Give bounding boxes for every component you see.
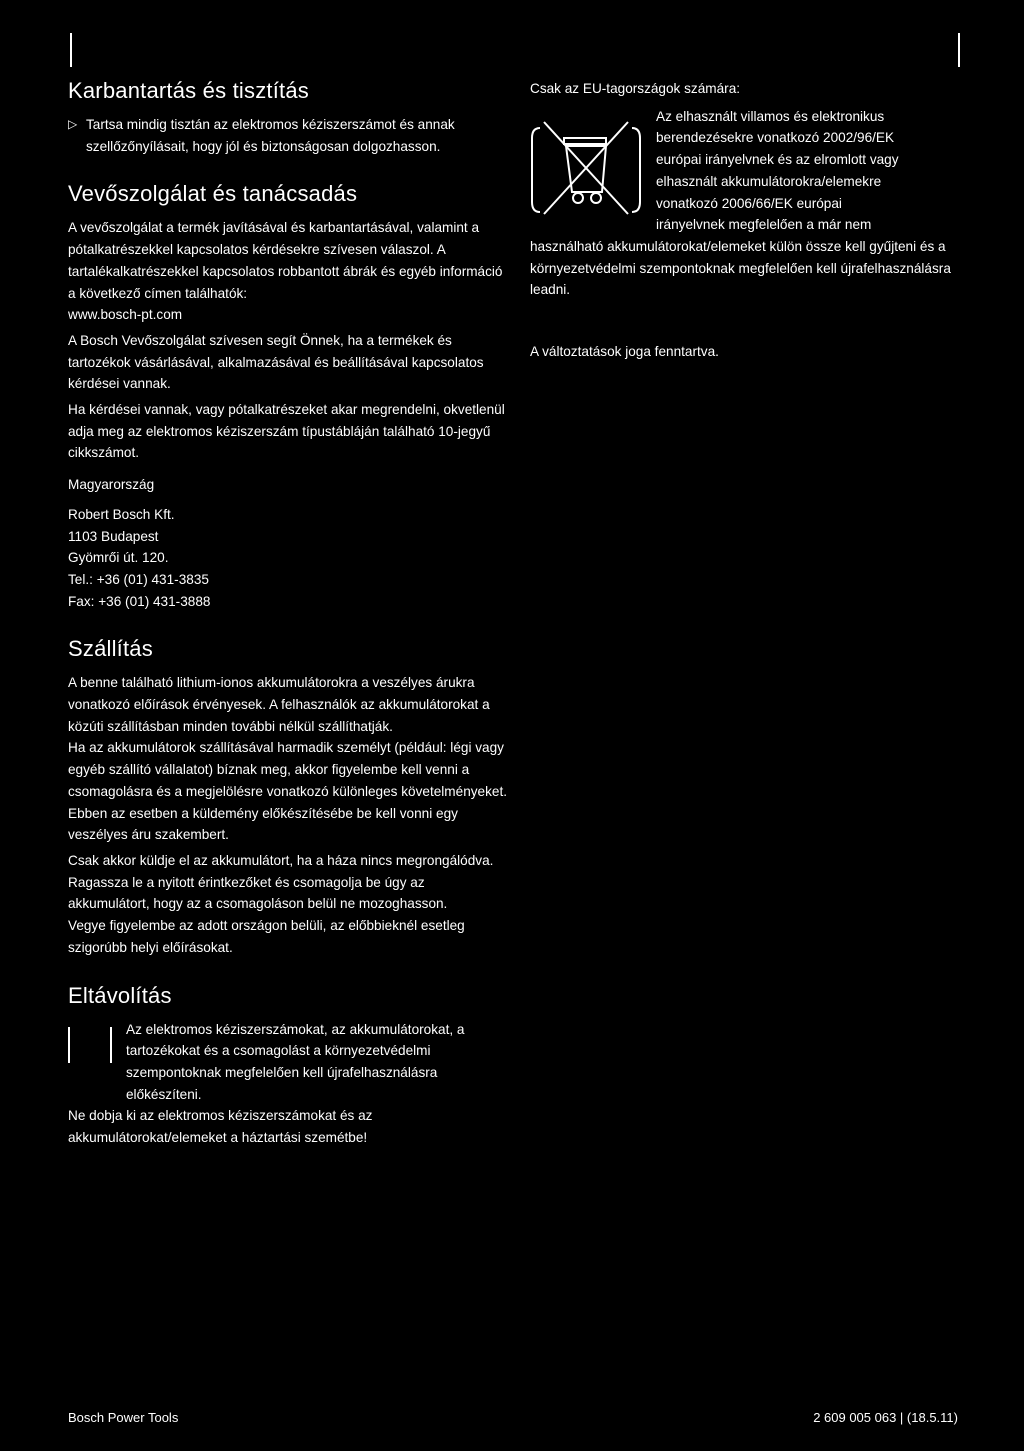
address-fax: Fax: +36 (01) 431-3888 <box>68 593 211 609</box>
disposal-paragraph-2: Ne dobja ki az elektromos kéziszerszámokat és az akkumulátorokat/elemeket a háztartási szemétbe! <box>68 1108 373 1146</box>
address-company: Robert Bosch Kft. <box>68 506 175 522</box>
maintenance-title: Karbantartás és tisztítás <box>68 78 309 103</box>
address-city: 1103 Budapest <box>68 528 159 544</box>
left-column <box>68 78 508 1153</box>
service-paragraph-2: A Bosch Vevőszolgálat szívesen segít Önnek, ha a termékek és tartozékok vásárlásával, alkalmazásával és beállításával kapcsolatos kérdései vannak. <box>68 332 484 392</box>
service-title: Vevőszolgálat és tanácsadás <box>68 181 358 207</box>
footer-right: 2 609 005 063 | (18.5.11) <box>813 1410 958 1425</box>
transport-paragraph-3: Csak akkor küldje el az akkumulátort, ha a háza nincs megrongálódva. Ragassza le a nyitott érintkezőket és csomagolja be úgy az akkumulátort, hogy az a csomagoláson belül ne mozoghasson. <box>68 852 494 912</box>
service-address <box>68 474 508 612</box>
crossed-out-wheelie-bin-icon <box>530 114 642 222</box>
address-street: Gyömrői út. 120. <box>68 550 169 566</box>
crop-mark-right <box>958 33 960 67</box>
maintenance-bullet-text: Tartsa mindig tisztán az elektromos kéziszerszámot és annak szellőzőnyílásait, hogy jól és biztonságosan dolgozhasson. <box>86 117 455 154</box>
eu-line-6: irányelvnek megfelelően a már nem <box>656 217 872 233</box>
footer-left: Bosch Power Tools <box>68 1410 179 1425</box>
disposal-paragraph-1: Az elektromos kéziszerszámokat, az akkumulátorokat, a tartozékokat és a csomagolást a környezetvédelmi szempontoknak megfelelően kell újrafelhasználásra előkészíteni. <box>126 1021 465 1102</box>
disposal-block <box>68 1019 508 1106</box>
reserved-rights: A változtatások joga fenntartva. <box>530 344 719 360</box>
address-country: Magyarország <box>68 477 155 493</box>
service-paragraph-1: A vevőszolgálat a termék javításával és karbantartásával, valamint a pótalkatrészekkel kapcsolatos kérdésekre szívesen válaszol. A tartalékalkatrészekkel kapcsolatos robbantott ábrák és egyéb információ a következő címen találhatók: <box>68 220 503 301</box>
maintenance-bullet <box>68 114 508 157</box>
right-column <box>530 78 960 376</box>
transport-paragraph-1: A benne található lithium-ionos akkumulátorokra a veszélyes árukra vonatkozó előírások érvényesek. A felhasználók az akkumulátorokat a közúti szállításban minden további nélkül szállíthatják. <box>68 675 490 734</box>
eu-line-3: európai irányelvnek és az elromlott vagy <box>656 152 899 168</box>
eu-text-tail: használható akkumulátorokat/elemeket külön össze kell gyűjteni és a környezetvédelmi szempontoknak megfelelően kell újrafelhasználásra leadni. <box>530 238 951 298</box>
transport-paragraph-2: Ha az akkumulátorok szállításával harmadik személyt (például: légi vagy egyéb szállító vállalatot) bíznak meg, akkor figyelembe kell venni a csomagolásra és a megjelölésre vonatkozó különleges követelményeket. Ebben az esetben a küldemény előkészítésébe be kell vonni egy veszélyes áru szakembert. <box>68 740 508 843</box>
eu-line-5: vonatkozó 2006/66/EK európai <box>656 195 842 211</box>
eu-block <box>530 106 960 301</box>
service-paragraph-3: Ha kérdései vannak, vagy pótalkatrészeket akar megrendelni, okvetlenül adja meg az elektromos kéziszerszám típustábláján található 10-jegyű cikkszámot. <box>68 402 505 461</box>
triangle-bullet-icon: ▷ <box>68 117 78 131</box>
crop-mark-left <box>70 33 72 67</box>
eu-line-2: berendezésekre vonatkozó 2002/96/EK <box>656 130 895 146</box>
eu-title: Csak az EU-tagországok számára: <box>530 81 741 96</box>
address-tel: Tel.: +36 (01) 431-3835 <box>68 571 209 587</box>
service-url: www.bosch-pt.com <box>68 307 183 323</box>
transport-title: Szállítás <box>68 636 153 662</box>
disposal-title: Eltávolítás <box>68 982 172 1008</box>
eu-line-1: Az elhasznált villamos és elektronikus <box>656 108 885 124</box>
bracket-symbol-icon <box>68 1027 112 1063</box>
eu-line-4: elhasznált akkumulátorokra/elemekre <box>656 173 882 189</box>
transport-paragraph-4: Vegye figyelembe az adott országon belüli, az előbbieknél esetleg szigorúbb helyi előírásokat. <box>68 918 465 955</box>
